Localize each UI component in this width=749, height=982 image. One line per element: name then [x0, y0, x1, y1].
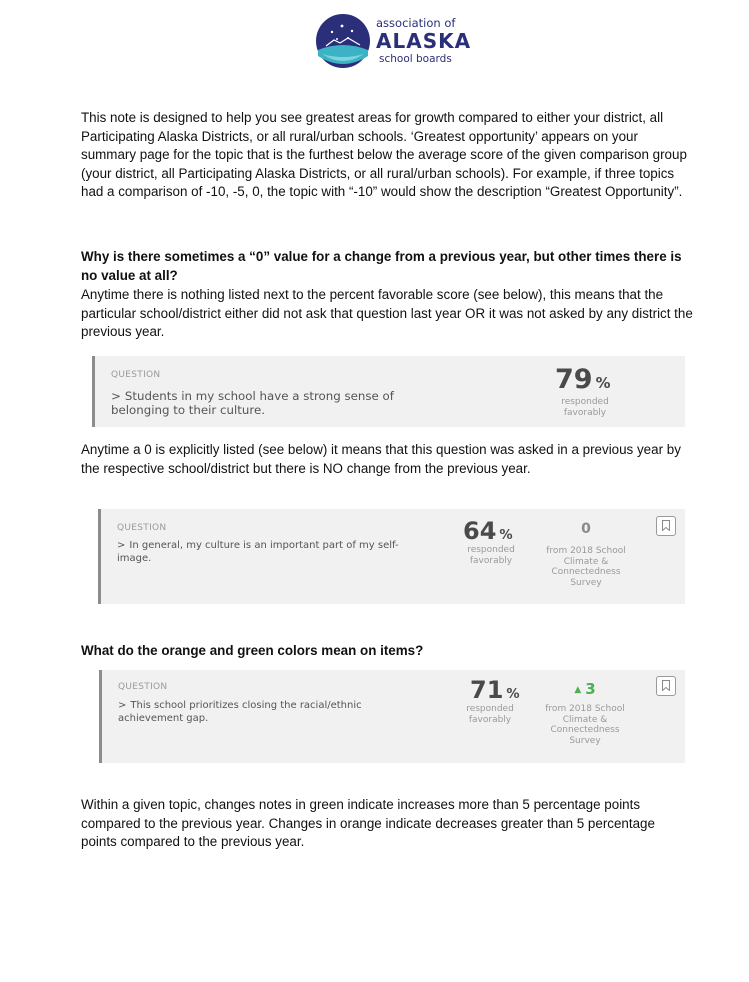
question-card-3 — [99, 670, 685, 763]
section1-heading: Why is there sometimes a “0” value for a change from a previous year, but other times there is no value at all? — [81, 249, 682, 283]
question-label: QUESTION — [117, 523, 167, 533]
logo-line-school-boards: school boards — [379, 53, 452, 65]
bookmark-icon — [662, 520, 670, 531]
question-card-1 — [92, 356, 685, 427]
percent-value: 64 — [463, 517, 497, 545]
question-text-label: Students in my school have a strong sense of belonging to their culture. — [111, 389, 394, 417]
chevron-right-icon: > — [111, 389, 121, 403]
bookmark-icon — [662, 680, 670, 691]
change-value: 0 — [581, 521, 591, 537]
question-text-label: This school prioritizes closing the racial/ethnic achievement gap. — [118, 700, 362, 724]
percent-favorable — [463, 517, 513, 545]
compare-label: from 2018 School Climate & Connectedness Survey — [545, 704, 625, 746]
section3-heading: What do the orange and green colors mean on items? — [81, 643, 424, 658]
compare-label: from 2018 School Climate & Connectedness Survey — [546, 546, 626, 588]
question-card-2 — [98, 509, 685, 604]
chevron-right-icon: > — [117, 540, 126, 551]
bookmark-button[interactable] — [656, 676, 676, 696]
logo-line-association: association of — [376, 16, 456, 30]
chevron-right-icon: > — [118, 700, 127, 711]
logo-line-alaska: ALASKA — [376, 29, 472, 53]
percent-symbol: % — [506, 687, 520, 702]
logo-emblem-icon — [312, 10, 374, 70]
section1-body: Anytime there is nothing listed next to the percent favorable score (see below), this means that the particular school/district either did not ask that question last year OR it was not asked by any district the previous year. — [81, 287, 693, 339]
section2-body: Anytime a 0 is explicitly listed (see below) it means that this question was asked in a previous year by the respective school/district but there is NO change from the previous year. — [81, 442, 681, 476]
question-text[interactable] — [117, 540, 417, 565]
percent-favorable — [555, 364, 610, 395]
logo — [312, 10, 472, 70]
intro-paragraph: This note is designed to help you see greatest areas for growth compared to either your district, all Participating Alaska Districts, or all rural/urban schools. ‘Greatest opportunity’ appears on your summary page for the topic that is the furthest below the average score of the given comparison group (your district, all Participating Alaska Districts, or all rural/urban schools). For example, if three topics had a comparison of -10, -5, 0, the topic with “-10” would show the description “Greatest Opportunity”. — [81, 110, 687, 199]
question-text[interactable] — [111, 389, 441, 417]
arrow-up-icon: ▲ — [574, 685, 582, 695]
change-number: 3 — [585, 680, 596, 698]
question-label: QUESTION — [111, 370, 161, 380]
section4-body: Within a given topic, changes notes in green indicate increases more than 5 percentage points compared to the previous year. Changes in orange indicate decreases greater than 5 percentage points compared to the previous year. — [81, 797, 655, 849]
question-text[interactable] — [118, 700, 398, 725]
percent-label: responded favorably — [561, 397, 609, 418]
question-label: QUESTION — [118, 682, 168, 692]
question-text-label: In general, my culture is an important part of my self-image. — [117, 540, 399, 564]
bookmark-button[interactable] — [656, 516, 676, 536]
change-value — [545, 680, 625, 698]
percent-favorable — [470, 676, 520, 704]
percent-value: 79 — [555, 364, 593, 395]
percent-label: responded favorably — [467, 545, 515, 566]
percent-value: 71 — [470, 676, 504, 704]
percent-symbol: % — [595, 374, 611, 392]
percent-symbol: % — [499, 528, 513, 543]
percent-label: responded favorably — [466, 704, 514, 725]
